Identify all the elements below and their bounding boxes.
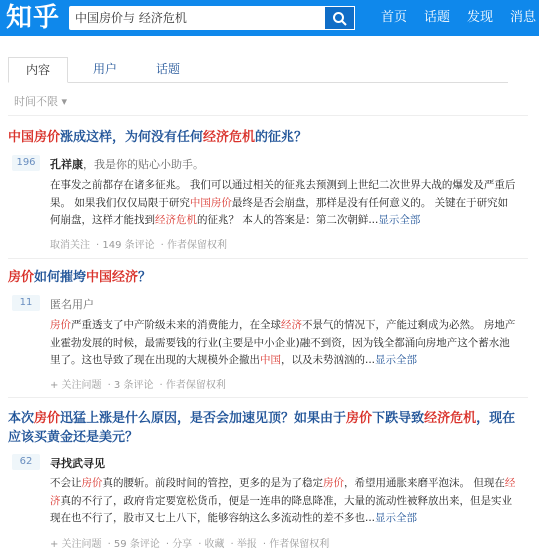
comments-link[interactable]: 149 条评论 — [102, 240, 155, 251]
highlighted-keyword: 中国房价 — [8, 130, 61, 145]
text-segment: ，希望用通胀来磨平泡沫。 但现在 — [344, 477, 505, 489]
follow-question-button[interactable]: + 关注问题 — [50, 380, 102, 391]
tab-users[interactable]: 用户 — [92, 62, 117, 76]
highlighted-keyword: 经济危机 — [424, 411, 477, 426]
answer-author — [50, 156, 204, 172]
top-bar — [0, 0, 539, 36]
unfollow-button[interactable]: 取消关注 — [50, 240, 90, 251]
nav-topics[interactable]: 话题 — [424, 10, 451, 25]
text-segment: 涨成这样，为何没有任何 — [60, 130, 204, 145]
follow-question-button[interactable]: + 关注问题 — [50, 539, 102, 550]
excerpt-text — [50, 319, 515, 366]
vote-count[interactable]: 196 — [12, 155, 40, 171]
question-title[interactable] — [8, 128, 528, 147]
nav-discover[interactable]: 发现 — [467, 10, 494, 25]
text-segment: 本次 — [8, 411, 35, 426]
report-button[interactable]: 举报 — [236, 539, 257, 550]
author-name[interactable]: 孔祥康 — [50, 158, 83, 171]
share-button[interactable]: 分享 — [172, 539, 193, 550]
text-segment: 不会让 — [50, 477, 82, 489]
excerpt-text — [50, 477, 515, 524]
highlighted-keyword: 经济 — [281, 319, 302, 331]
nav-messages[interactable]: 消息 — [510, 10, 537, 25]
divider — [8, 258, 528, 259]
copyright-label: 作者保留权利 — [166, 240, 227, 251]
author-name[interactable]: 寻找武寻见 — [50, 457, 105, 470]
search-input[interactable]: 中国房价与 经济危机 — [69, 6, 325, 30]
favorite-button[interactable]: 收藏 — [204, 539, 225, 550]
text-segment: 在事发之前都存在诸多征兆。 我们可以通过相关的征兆去预测到上世纪二次世界大战的爆发及严重后果。 如果我们仅仅局限于研究 — [50, 179, 516, 209]
divider — [8, 115, 528, 116]
highlighted-keyword: 房价 — [81, 477, 103, 489]
highlighted-keyword: 房价 — [8, 270, 35, 285]
excerpt-text — [50, 179, 515, 226]
text-segment: 的征兆？ — [255, 130, 308, 145]
highlighted-keyword: 经济 — [50, 477, 516, 507]
highlighted-keyword: 房价 — [346, 411, 373, 426]
tab-content[interactable]: 内容 — [8, 57, 68, 83]
answer-actions: + 关注问题 · 3 条评论 · 作者保留权利 — [50, 380, 226, 391]
text-segment: 严重透支了中产阶级未来的消费能力，在全球 — [71, 319, 281, 331]
highlighted-keyword: 房价 — [34, 411, 61, 426]
result-tabs — [8, 57, 508, 83]
text-segment: 的征兆？ 本人的答案是：第二次朝鲜... — [197, 214, 379, 226]
question-title[interactable] — [8, 268, 528, 287]
highlighted-keyword: 中国房价 — [189, 196, 232, 209]
divider — [8, 397, 528, 398]
highlighted-keyword: 经济危机 — [155, 214, 197, 226]
text-segment: 最终是否会崩盘，那样是没有任何意义的。 关键在于研究如何崩盘，这样才能找到 — [50, 196, 509, 226]
show-all-link[interactable]: 显示全部 — [375, 354, 418, 366]
author-bio: ，我是你的贴心小助手。 — [83, 158, 204, 171]
answer-excerpt — [50, 177, 518, 230]
highlighted-keyword: 房价 — [323, 477, 344, 489]
zhihu-logo[interactable]: 知乎 — [6, 3, 61, 33]
tab-topics[interactable]: 话题 — [155, 62, 180, 76]
vote-count[interactable]: 11 — [12, 295, 40, 311]
search-button[interactable] — [325, 6, 355, 30]
text-segment: 如何摧垮 — [34, 270, 87, 285]
comments-link[interactable]: 3 条评论 — [113, 380, 154, 391]
answer-author — [50, 296, 94, 312]
highlighted-keyword: 中国 — [260, 354, 281, 366]
answer-author — [50, 455, 105, 471]
anonymous-user: 匿名用户 — [50, 298, 94, 311]
question-title[interactable] — [8, 409, 528, 447]
text-segment: 下跌导致 — [372, 411, 425, 426]
text-segment: ？ — [138, 270, 152, 285]
text-segment: 真的腰斩。前段时间的管控，更多的是为了稳定 — [102, 477, 323, 489]
answer-excerpt — [50, 475, 518, 528]
search-icon — [332, 11, 348, 27]
copyright-label: 作者保留权利 — [165, 380, 226, 391]
copyright-label: 作者保留权利 — [269, 539, 330, 550]
text-segment: ，以及未势汹汹的... — [281, 354, 376, 366]
highlighted-keyword: 房价 — [50, 319, 71, 331]
answer-actions: + 关注问题 · 59 条评论 · 分享 · 收藏 · 举报 · 作者保留权利 — [50, 539, 330, 550]
text-segment: 真的不行了，政府肯定要宽松货币，便是一连串的降息降准，大量的流动性被释放出来，但是实业现在也不行了，股市又七上八下，能够容纳这么多流动性的差不多也... — [50, 494, 512, 524]
time-filter[interactable]: 时间不限 ▾ — [14, 95, 68, 108]
text-segment: 迅猛上涨是什么原因，是否会加速见顶？如果由于 — [60, 411, 347, 426]
text-segment: 不景气的情况下，产能过剩成为必然。 房地产业霍勃发展的时候，最需要钱的行业(主要是中小企业)融不到资，因为钱全都涌向房地产这个蓄水池里了。这也导致了现在出现的大规模外企撤出 — [50, 319, 516, 366]
answer-excerpt — [50, 317, 518, 370]
nav-home[interactable]: 首页 — [381, 10, 408, 25]
highlighted-keyword: 中国经济 — [86, 270, 139, 285]
highlighted-keyword: 经济危机 — [203, 130, 256, 145]
vote-count[interactable]: 62 — [12, 454, 40, 470]
comments-link[interactable]: 59 条评论 — [113, 539, 160, 550]
show-all-link[interactable]: 显示全部 — [378, 214, 421, 226]
answer-actions: 取消关注 · 149 条评论 · 作者保留权利 — [50, 240, 227, 251]
show-all-link[interactable]: 显示全部 — [375, 512, 418, 524]
text-segment: ，现在应该买黄金还是美元？ — [8, 411, 516, 445]
